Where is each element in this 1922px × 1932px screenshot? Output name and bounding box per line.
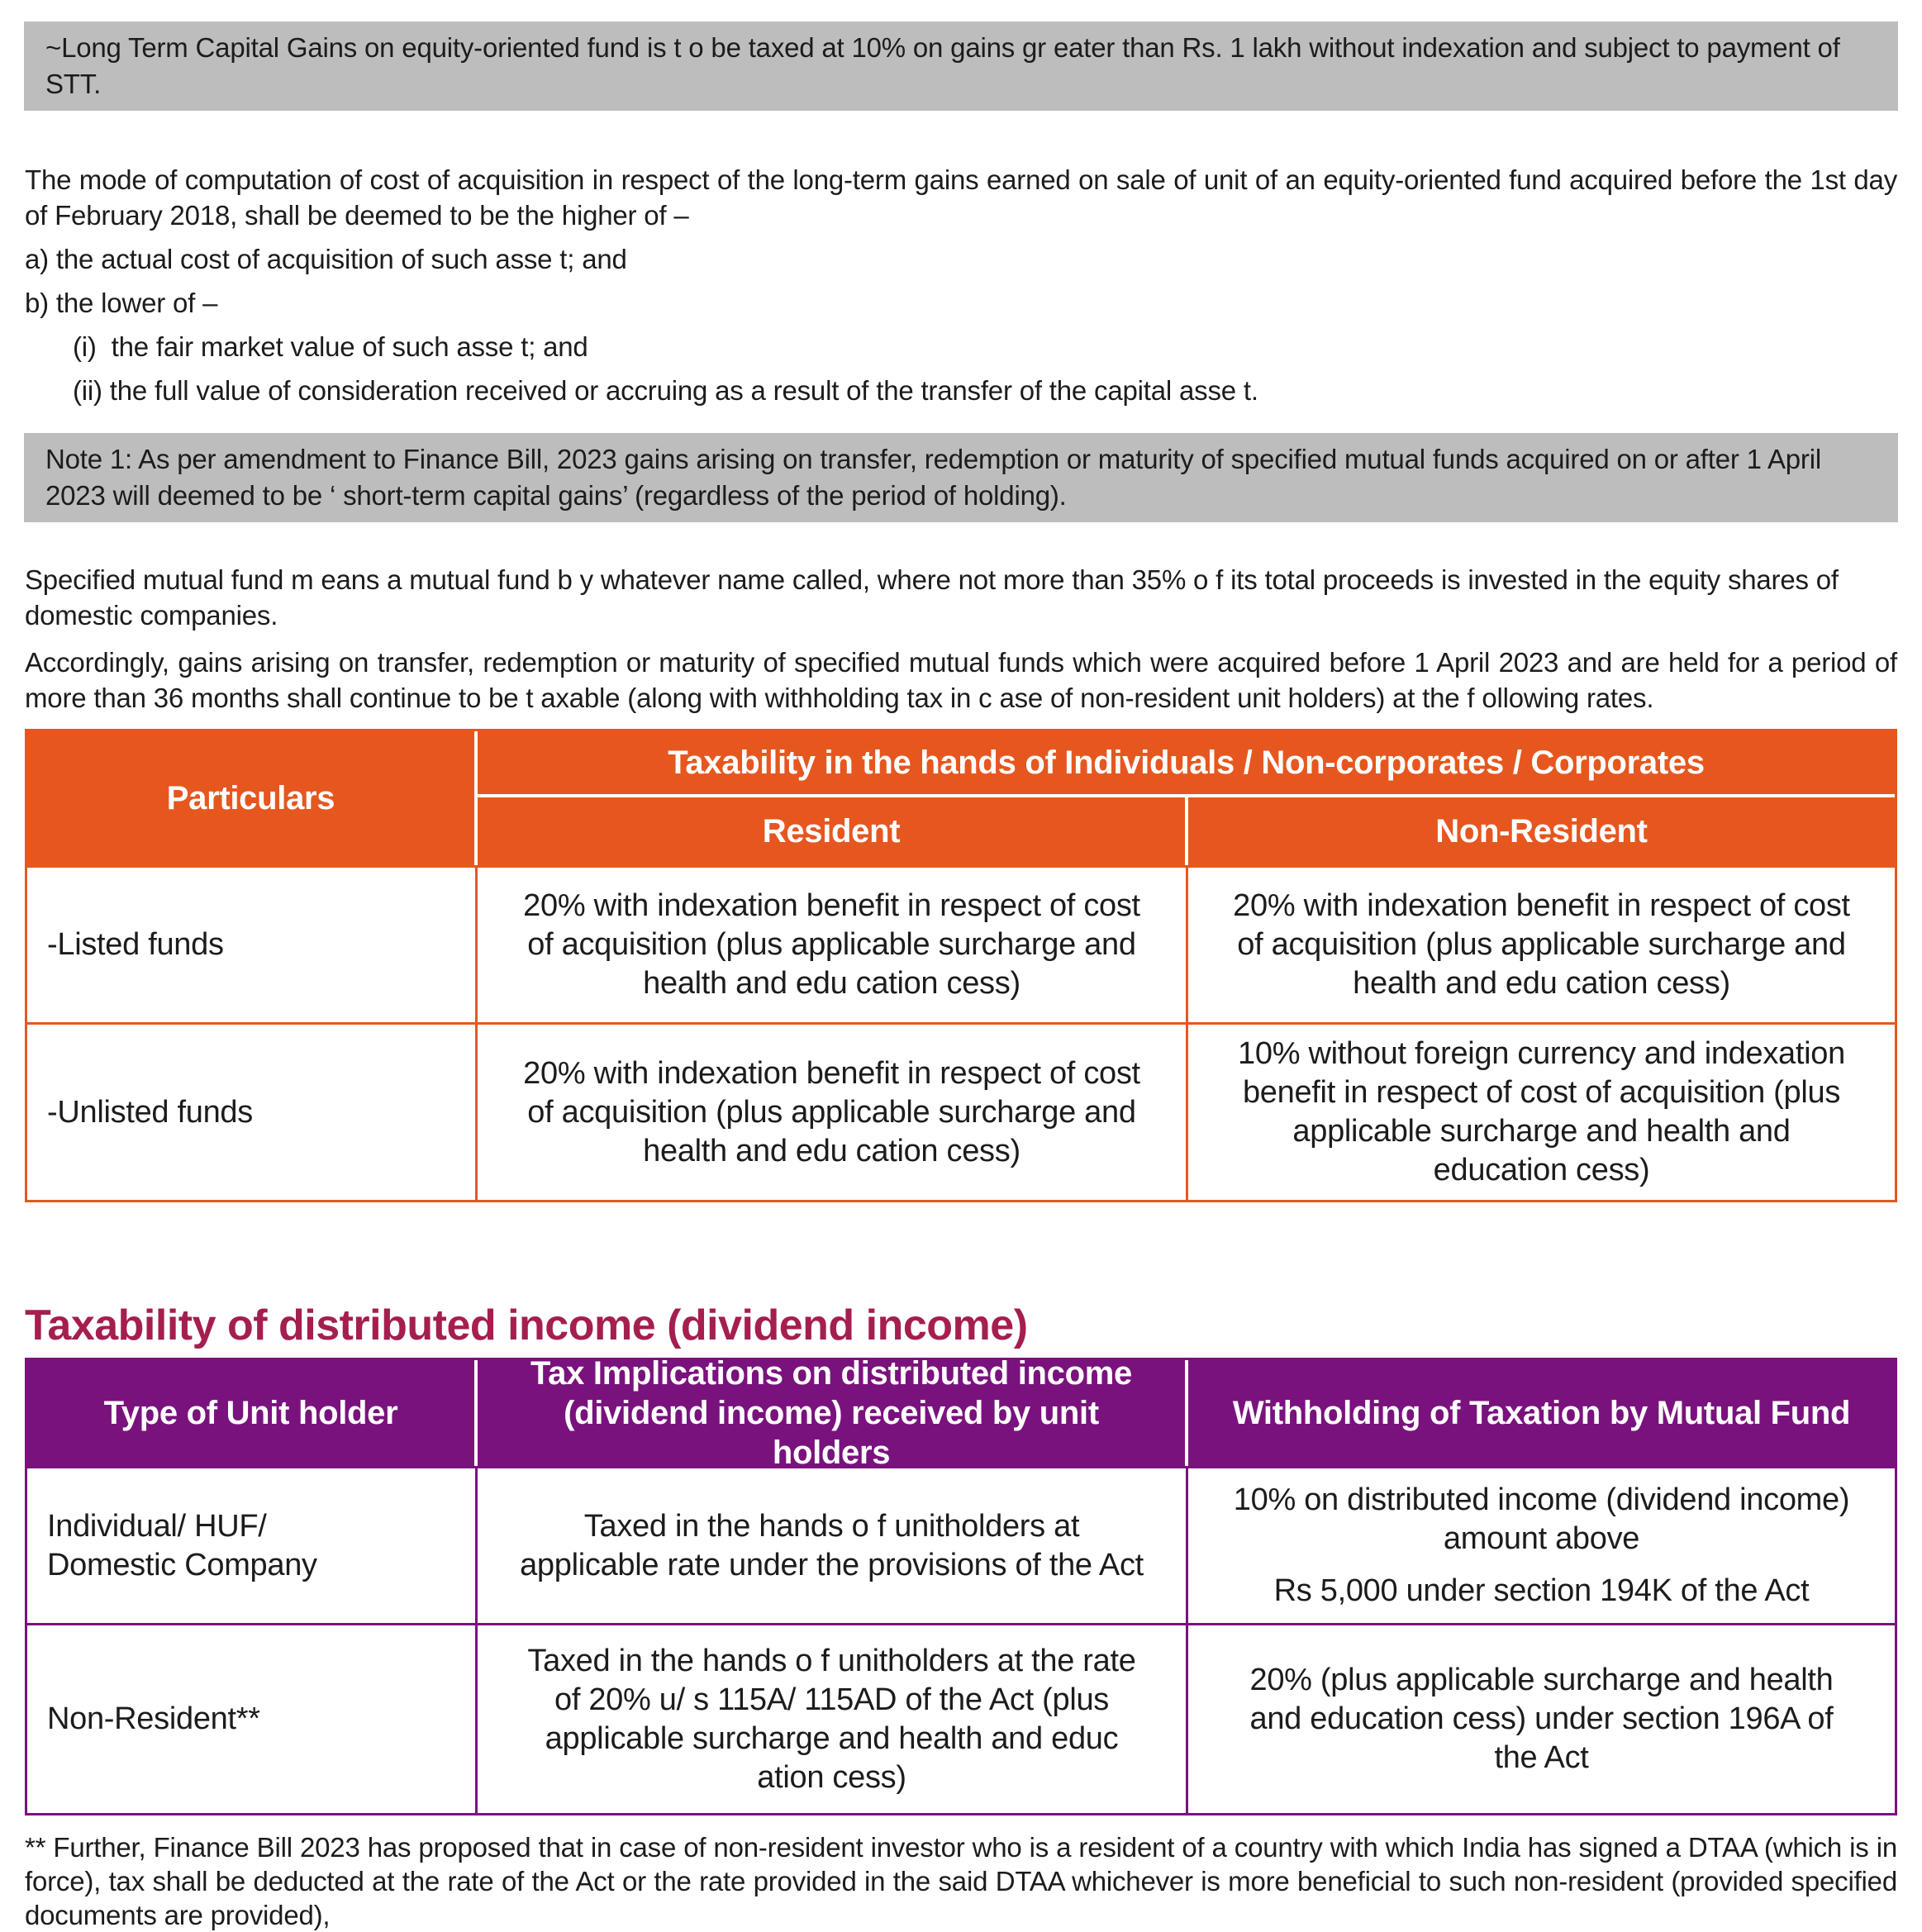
div-row-individual-label: Individual/ HUF/ Domestic Company [27,1466,478,1623]
ltcg-banner [24,21,1898,111]
computation-paragraph: The mode of computation of cost of acquisition in respect of the long-term gains earned on sale of unit of an equity-oriented fund acquired before the 1st day of February 2018, shall be deemed to be the higher of – [25,164,1897,231]
cg-row-unlisted-label: -Unlisted funds [27,1022,478,1200]
specified-fund-paragraph: Specified mutual fund m eans a mutual fund b y whatever name called, where not more than 35% o f its total proceeds is invested in the equity shares of domestic companies. [25,564,1839,631]
cg-row-unlisted-resident: 20% with indexation benefit in respect of cost of acquisition (plus applicable surcharge and health and edu cation cess) [478,1022,1188,1200]
note1-text: Note 1: As per amendment to Finance Bill, 2023 gains arising on transfer, redemption or maturity of specified mutual funds acquired on or after 1 April 2023 will deemed to be ‘ short-term capital gains’ (regardless of the period of holding). [45,444,1821,511]
div-row-individual-withholding-line2: Rs 5,000 under section 194K of the Act [1273,1573,1810,1608]
cg-header-non-resident: Non-Resident [1188,797,1895,865]
list-item-a: a) the actual cost of acquisition of such asse t; and [25,244,627,274]
div-header-type: Type of Unit holder [27,1360,478,1466]
cg-row-listed-resident: 20% with indexation benefit in respect of cost of acquisition (plus applicable surcharge and health and edu cation cess) [478,865,1188,1022]
cg-header-particulars: Particulars [27,731,478,865]
list-item-b-i: (i) the fair market value of such asse t; and [73,331,588,362]
cg-row-listed-non-resident: 20% with indexation benefit in respect of cost of acquisition (plus applicable surcharge and health and edu cation cess) [1188,865,1895,1022]
list-item-b-ii: (ii) the full value of consideration received or accruing as a result of the transfer of the capital asse t. [73,375,1258,406]
div-row-individual-withholding [1188,1466,1895,1623]
capital-gains-table [25,729,1897,1202]
div-row-nonresident-implication: Taxed in the hands o f unitholders at the rate of 20% u/ s 115A/ 115AD of the Act (plus applicable surcharge and health and educ ation cess) [478,1623,1188,1813]
note1-box [24,433,1898,522]
dividend-section-heading: Taxability of distributed income (dividend income) [25,1301,1028,1349]
cg-row-unlisted-non-resident: 10% without foreign currency and indexation benefit in respect of cost of acquisition (plus applicable surcharge and health and education cess) [1188,1022,1895,1200]
ltcg-banner-text: ~Long Term Capital Gains on equity-oriented fund is t o be taxed at 10% on gains gr eater than Rs. 1 lakh without indexation and subject to payment of STT. [45,32,1840,99]
dtaa-footnote: ** Further, Finance Bill 2023 has proposed that in case of non-resident investor who is a resident of a country with which India has signed a DTAA (which is in force), tax shall be deducted at the rate of the Act or the rate provided in the said DTAA whichever is more beneficial to such non-resident (provided specified documents are provided), [25,1832,1897,1930]
div-header-implications: Tax Implications on distributed income (dividend income) received by unit holders [478,1360,1188,1466]
div-header-withholding: Withholding of Taxation by Mutual Fund [1188,1360,1895,1466]
dividend-income-table [25,1355,1897,1815]
list-item-b: b) the lower of – [25,288,218,318]
div-row-nonresident-label: Non-Resident** [27,1623,478,1813]
cg-row-listed-label: -Listed funds [27,865,478,1022]
div-row-individual-withholding-line1: 10% on distributed income (dividend income) amount above [1233,1482,1850,1556]
div-row-nonresident-withholding: 20% (plus applicable surcharge and health and education cess) under section 196A of the Act [1188,1623,1895,1813]
div-row-individual-implication: Taxed in the hands o f unitholders at applicable rate under the provisions of the Act [478,1466,1188,1623]
accordingly-paragraph: Accordingly, gains arising on transfer, redemption or maturity of specified mutual funds which were acquired before 1 April 2023 and are held for a period of more than 36 months shall continue to be t axable (along with withholding tax in c ase of non-resident unit holders) at the f ollowing rates. [25,647,1897,713]
cg-header-resident: Resident [478,797,1188,865]
cg-header-taxability-span: Taxability in the hands of Individuals / Non-corporates / Corporates [478,731,1895,797]
document-page [0,21,1922,1930]
